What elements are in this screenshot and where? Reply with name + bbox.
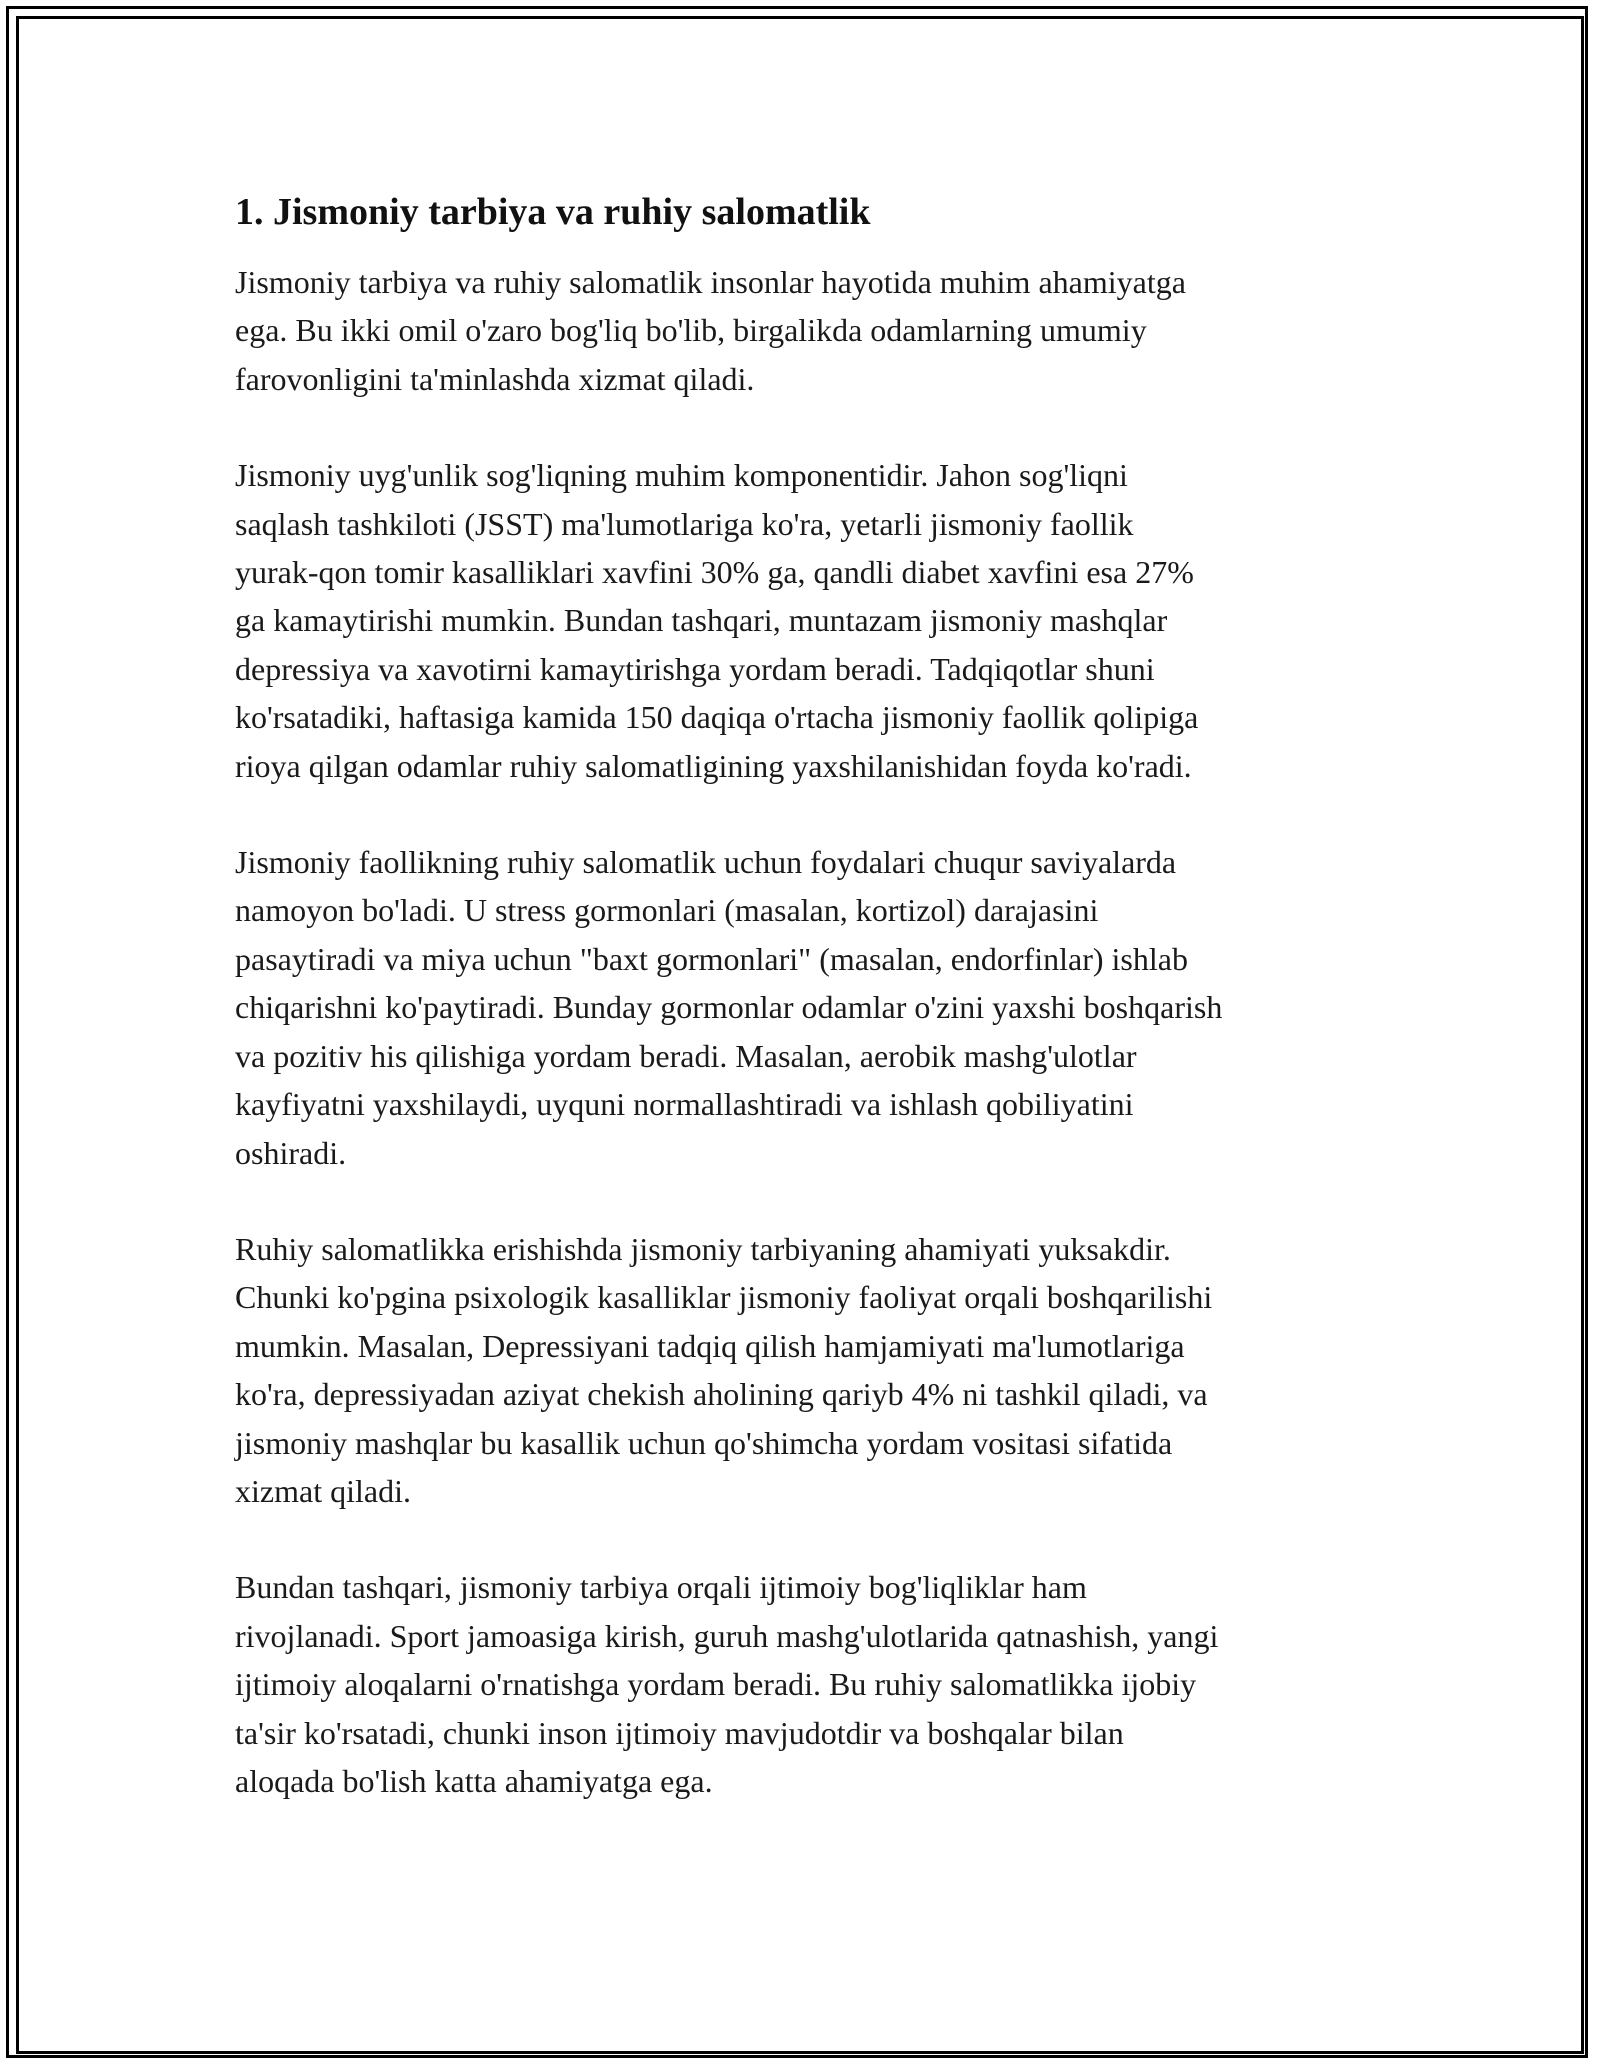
- paragraph-line: ga kamaytirishi mumkin. Bundan tashqari, muntazam jismoniy mashqlar: [235, 602, 1168, 639]
- document-body: [235, 186, 1395, 1853]
- paragraph-list: [235, 258, 1395, 1805]
- paragraph-line: mumkin. Masalan, Depressiyani tadqiq qilish hamjamiyati ma'lumotlariga: [235, 1327, 1185, 1364]
- section-title: 1. Jismoniy tarbiya va ruhiy salomatlik: [235, 191, 871, 233]
- paragraph-line: ta'sir ko'rsatadi, chunki inson ijtimoiy mavjudotdir va boshqalar bilan: [235, 1714, 1124, 1751]
- paragraph-line: pasaytiradi va miya uchun "baxt gormonlari" (masalan, endorfinlar) ishlab: [235, 940, 1188, 977]
- paragraph-line: chiqarishni ko'paytiradi. Bunday gormonlar odamlar o'zini yaxshi boshqarish: [235, 989, 1223, 1026]
- paragraph-line: depressiya va xavotirni kamaytirishga yordam beradi. Tadqiqotlar shuni: [235, 650, 1155, 687]
- paragraph-line: oshiradi.: [235, 1134, 347, 1171]
- paragraph-line: jismoniy mashqlar bu kasallik uchun qo'shimcha yordam vositasi sifatida: [235, 1424, 1173, 1461]
- paragraph-line: aloqada bo'lish katta ahamiyatga ega.: [235, 1762, 713, 1799]
- paragraph-line: kayfiyatni yaxshilaydi, uyquni normallashtiradi va ishlash qobiliyatini: [235, 1086, 1134, 1123]
- paragraph-line: xizmat qiladi.: [235, 1472, 411, 1509]
- paragraph-line: ijtimoiy aloqalarni o'rnatishga yordam beradi. Bu ruhiy salomatlikka ijobiy: [235, 1666, 1197, 1703]
- paragraph: [235, 838, 1395, 1177]
- paragraph-line: namoyon bo'ladi. U stress gormonlari (masalan, kortizol) darajasini: [235, 892, 1099, 929]
- paragraph: [235, 451, 1395, 790]
- paragraph-line: Jismoniy faollikning ruhiy salomatlik uchun foydalari chuqur saviyalarda: [235, 844, 1177, 881]
- paragraph-line: Chunki ko'pgina psixologik kasalliklar jismoniy faoliyat orqali boshqarilishi: [235, 1279, 1213, 1316]
- paragraph-line: rioya qilgan odamlar ruhiy salomatligining yaxshilanishidan foyda ko'radi.: [235, 747, 1192, 784]
- paragraph-line: ega. Bu ikki omil o'zaro bog'liq bo'lib, birgalikda odamlarning umumiy: [235, 312, 1147, 349]
- paragraph-line: Bundan tashqari, jismoniy tarbiya orqali ijtimoiy bog'liqliklar ham: [235, 1569, 1087, 1606]
- paragraph-line: rivojlanadi. Sport jamoasiga kirish, guruh mashg'ulotlarida qatnashish, yangi: [235, 1617, 1219, 1654]
- paragraph-line: Jismoniy tarbiya va ruhiy salomatlik insonlar hayotida muhim ahamiyatga: [235, 264, 1186, 300]
- paragraph: [235, 1563, 1395, 1805]
- paragraph-line: ko'ra, depressiyadan aziyat chekish aholining qariyb 4% ni tashkil qiladi, va: [235, 1376, 1208, 1413]
- paragraph: [235, 1225, 1395, 1515]
- paragraph-line: saqlash tashkiloti (JSST) ma'lumotlariga ko'ra, yetarli jismoniy faollik: [235, 505, 1134, 542]
- paragraph-line: va pozitiv his qilishiga yordam beradi. Masalan, aerobik mashg'ulotlar: [235, 1037, 1137, 1074]
- paragraph-line: Jismoniy uyg'unlik sog'liqning muhim komponentidir. Jahon sog'liqni: [235, 457, 1128, 494]
- paragraph-line: farovonligini ta'minlashda xizmat qiladi.: [235, 360, 755, 397]
- paragraph: [235, 258, 1395, 403]
- paragraph-line: ko'rsatadiki, haftasiga kamida 150 daqiqa o'rtacha jismoniy faollik qolipiga: [235, 699, 1199, 736]
- paragraph-line: yurak-qon tomir kasalliklari xavfini 30% ga, qandli diabet xavfini esa 27%: [235, 554, 1194, 591]
- paragraph-line: Ruhiy salomatlikka erishishda jismoniy tarbiyaning ahamiyati yuksakdir.: [235, 1230, 1171, 1267]
